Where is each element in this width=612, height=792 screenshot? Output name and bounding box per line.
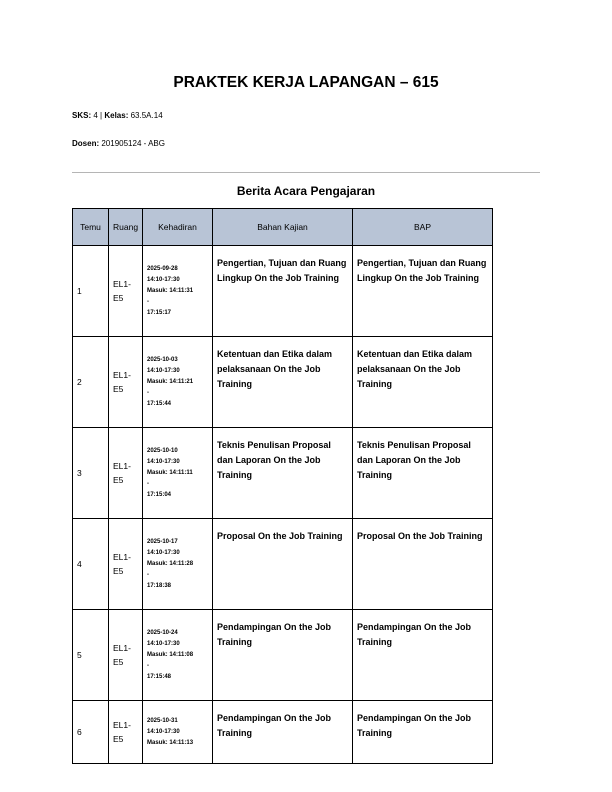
kelas-value: 63.5A.14 xyxy=(130,111,163,120)
cell-bap: Pendampingan On the Job Training xyxy=(353,701,493,764)
teaching-record-table xyxy=(72,208,493,764)
table-row xyxy=(73,246,493,337)
cell-bahan-kajian: Pendampingan On the Job Training xyxy=(213,701,353,764)
column-header-kehadiran: Kehadiran xyxy=(143,209,213,246)
cell-ruang: EL1-E5 xyxy=(109,519,143,610)
attendance-date: 2025-10-10 xyxy=(147,447,178,454)
column-header-bap: BAP xyxy=(353,209,493,246)
attendance-in: Masuk: 14:11:28 xyxy=(147,560,194,567)
attendance-out: 17:15:44 xyxy=(147,400,172,407)
dosen-label: Dosen: xyxy=(72,139,100,148)
attendance-dash: - xyxy=(147,298,149,305)
attendance-out: 17:18:38 xyxy=(147,582,172,589)
cell-temu: 3 xyxy=(73,428,109,519)
attendance-out: 17:15:17 xyxy=(147,309,172,316)
attendance-in: Masuk: 14:11:11 xyxy=(147,469,193,476)
attendance-in: Masuk: 14:11:13 xyxy=(147,739,194,746)
attendance-dash: - xyxy=(147,662,149,669)
attendance-in: Masuk: 14:11:21 xyxy=(147,378,194,385)
table-row xyxy=(73,337,493,428)
attendance-out: 17:15:48 xyxy=(147,673,172,680)
column-header-bahan-kajian: Bahan Kajian xyxy=(213,209,353,246)
attendance-out: 17:15:04 xyxy=(147,491,172,498)
cell-kehadiran xyxy=(143,610,213,701)
course-info xyxy=(72,111,163,120)
cell-bap: Pengertian, Tujuan dan Ruang Lingkup On the Job Training xyxy=(353,246,493,337)
page-title: PRAKTEK KERJA LAPANGAN – 615 xyxy=(173,74,439,91)
dosen-value: 201905124 - ABG xyxy=(101,139,165,148)
attendance-date: 2025-10-03 xyxy=(147,356,178,363)
cell-bahan-kajian: Teknis Penulisan Proposal dan Laporan On the Job Training xyxy=(213,428,353,519)
table-row xyxy=(73,701,493,764)
sks-value: 4 xyxy=(93,111,98,120)
table-header-row xyxy=(73,209,493,246)
column-header-temu: Temu xyxy=(73,209,109,246)
attendance-dash: - xyxy=(147,480,149,487)
cell-ruang: EL1-E5 xyxy=(109,337,143,428)
cell-kehadiran xyxy=(143,246,213,337)
sks-label: SKS: xyxy=(72,111,92,120)
cell-bap: Teknis Penulisan Proposal dan Laporan On the Job Training xyxy=(353,428,493,519)
cell-kehadiran xyxy=(143,428,213,519)
cell-kehadiran xyxy=(143,701,213,764)
divider xyxy=(72,172,540,173)
cell-bap: Proposal On the Job Training xyxy=(353,519,493,610)
attendance-dash: - xyxy=(147,571,149,578)
attendance-time: 14:10-17:30 xyxy=(147,549,180,556)
cell-temu: 6 xyxy=(73,701,109,764)
cell-temu: 2 xyxy=(73,337,109,428)
separator: | xyxy=(100,111,103,120)
table-row xyxy=(73,519,493,610)
cell-temu: 5 xyxy=(73,610,109,701)
attendance-date: 2025-10-17 xyxy=(147,538,178,545)
attendance-in: Masuk: 14:11:08 xyxy=(147,651,194,658)
cell-kehadiran xyxy=(143,337,213,428)
attendance-time: 14:10-17:30 xyxy=(147,367,180,374)
section-title: Berita Acara Pengajaran xyxy=(236,184,376,198)
kelas-label: Kelas: xyxy=(104,111,129,120)
table-row xyxy=(73,610,493,701)
cell-bahan-kajian: Ketentuan dan Etika dalam pelaksanaan On the Job Training xyxy=(213,337,353,428)
cell-kehadiran xyxy=(143,519,213,610)
column-header-ruang: Ruang xyxy=(109,209,143,246)
attendance-time: 14:10-17:30 xyxy=(147,458,180,465)
cell-ruang: EL1-E5 xyxy=(109,246,143,337)
attendance-date: 2025-10-24 xyxy=(147,629,178,636)
attendance-time: 14:10-17:30 xyxy=(147,728,180,735)
cell-ruang: EL1-E5 xyxy=(109,610,143,701)
cell-ruang: EL1-E5 xyxy=(109,428,143,519)
attendance-time: 14:10-17:30 xyxy=(147,276,180,283)
cell-bahan-kajian: Pengertian, Tujuan dan Ruang Lingkup On the Job Training xyxy=(213,246,353,337)
attendance-date: 2025-10-31 xyxy=(147,717,178,724)
attendance-date: 2025-09-28 xyxy=(147,265,178,272)
lecturer-info xyxy=(72,139,165,148)
cell-bahan-kajian: Proposal On the Job Training xyxy=(213,519,353,610)
cell-bap: Ketentuan dan Etika dalam pelaksanaan On the Job Training xyxy=(353,337,493,428)
cell-bahan-kajian: Pendampingan On the Job Training xyxy=(213,610,353,701)
table-row xyxy=(73,428,493,519)
attendance-in: Masuk: 14:11:31 xyxy=(147,287,194,294)
cell-ruang: EL1-E5 xyxy=(109,701,143,764)
attendance-time: 14:10-17:30 xyxy=(147,640,180,647)
attendance-dash: - xyxy=(147,389,149,396)
cell-temu: 4 xyxy=(73,519,109,610)
cell-temu: 1 xyxy=(73,246,109,337)
cell-bap: Pendampingan On the Job Training xyxy=(353,610,493,701)
